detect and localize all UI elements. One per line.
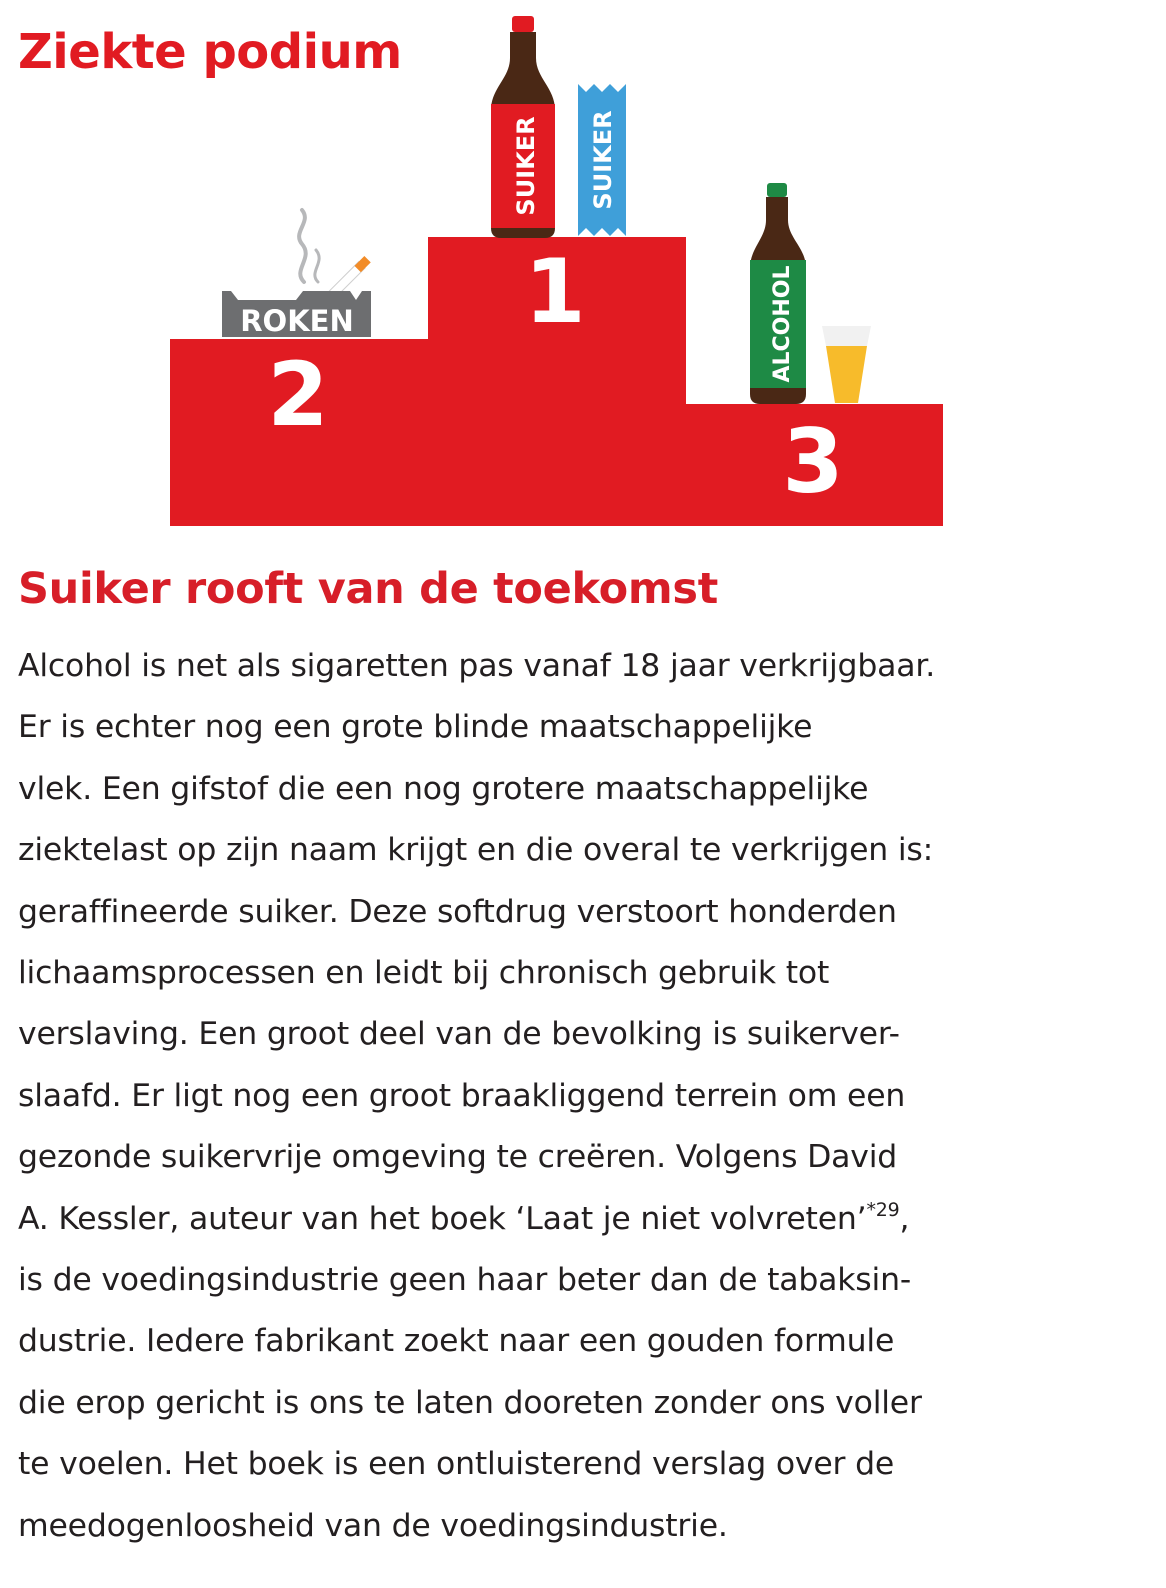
beer-glass-icon — [822, 326, 871, 403]
body-line: is de voedingsindustrie geen haar beter dan de tabaksin- — [18, 1262, 911, 1299]
ashtray-label: ROKEN — [240, 304, 354, 338]
footnote-trailing-punctuation: , — [899, 1200, 910, 1237]
body-line: Alcohol is net als sigaretten pas vanaf 18 jaar verkrijgbaar. — [18, 648, 936, 684]
body-line: lichaamsprocessen en leidt bij chronisch gebruik tot — [18, 955, 830, 992]
candy-wrapper-icon — [578, 84, 626, 236]
podium-rank-third: 3 — [782, 410, 844, 513]
page-title: Ziekte podium — [18, 24, 402, 80]
body-line: vlek. Een gifstof die een nog grotere maatschappelijke — [18, 770, 869, 807]
body-line: gezonde suikervrije omgeving te creëren. Volgens David — [18, 1139, 898, 1176]
body-line-with-footnote — [18, 1189, 1143, 1250]
section-heading: Suiker rooft van de toekomst — [18, 564, 718, 614]
podium-rank-second: 2 — [267, 343, 329, 446]
podium-rank-first: 1 — [524, 240, 586, 343]
body-line: Er is echter nog een grote blinde maatschappelijke — [18, 709, 813, 746]
body-line: te voelen. Het boek is een ontluisterend verslag over de — [18, 1446, 895, 1483]
body-line: slaafd. Er ligt nog een groot braakliggend terrein om een — [18, 1077, 906, 1114]
body-line-text: A. Kessler, auteur van het boek ‘Laat je niet volvreten’ — [18, 1200, 867, 1237]
body-line: geraffineerde suiker. Deze softdrug verstoort honderden — [18, 893, 897, 930]
soda-bottle-icon — [491, 16, 555, 238]
article-body — [18, 636, 1143, 1557]
body-line: meedogenloosheid van de voedingsindustrie. — [18, 1507, 728, 1544]
body-line: verslaving. Een groot deel van de bevolking is suikerver- — [18, 1016, 900, 1053]
body-line: die erop gericht is ons te laten dooreten zonder ons voller — [18, 1384, 922, 1421]
body-line: ziektelast op zijn naam krijgt en die overal te verkrijgen is: — [18, 832, 934, 869]
body-line: dustrie. Iedere fabrikant zoekt naar een gouden formule — [18, 1323, 895, 1360]
beer-bottle-label: ALCOHOL — [770, 265, 795, 383]
podium-illustration — [0, 0, 1166, 540]
ashtray-cigarette-icon — [222, 210, 371, 338]
beer-bottle-icon — [750, 183, 806, 404]
soda-bottle-label: SUIKER — [512, 116, 540, 216]
footnote-reference: *29 — [866, 1198, 900, 1221]
candy-wrapper-label: SUIKER — [589, 110, 617, 210]
smoke-icon — [299, 210, 306, 282]
